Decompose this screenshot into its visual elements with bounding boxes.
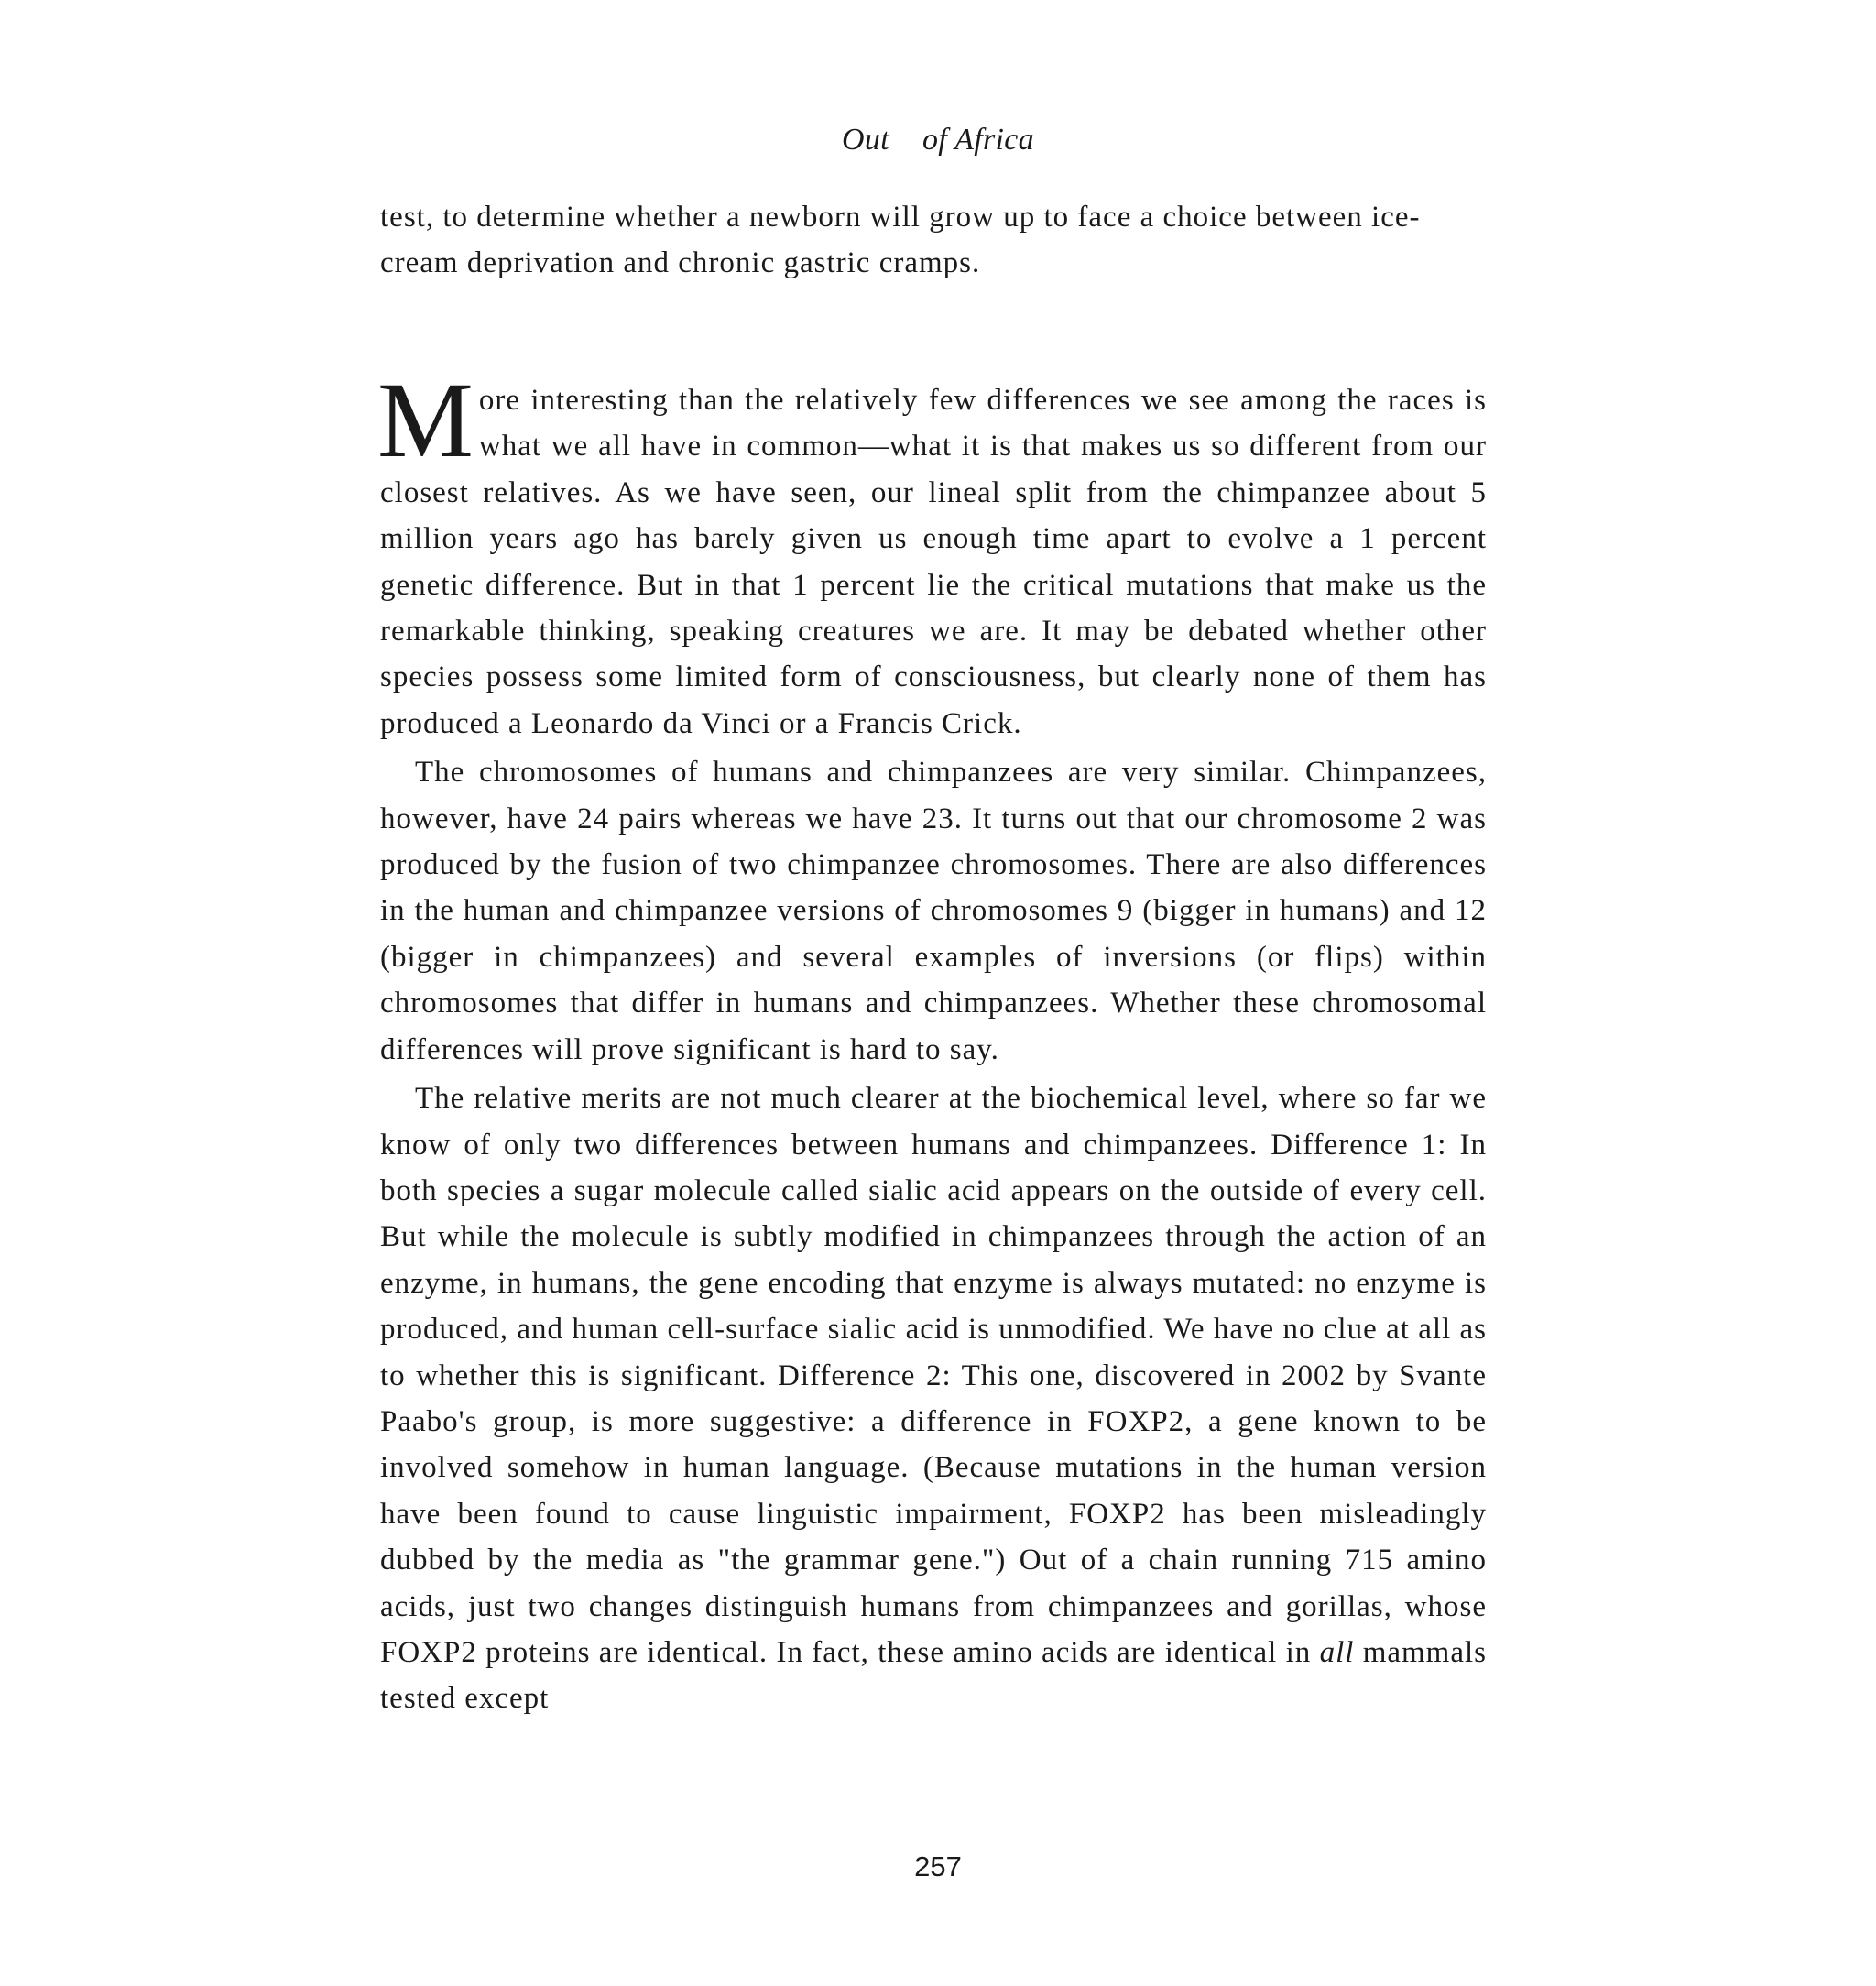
running-head-part2: of Africa [922,123,1034,157]
running-head-part1: Out [842,123,889,157]
paragraph-2: The chromosomes of humans and chimpanzees are very similar. Chimpanzees, however, have 24 pairs whereas we have 23. It turns out that our chromosome 2 was produced by the fusion of two chimpanzee chromosomes. There are also differences in the human and chimpanzee versions of chromosomes 9 (bigger in humans) and 12 (bigger in chimpanzees) and several examples of inversions (or flips) within chromosomes that differ in humans and chimpanzees. Whether these chromosomal differences will prove significant is hard to say. [380,756,1487,1066]
paragraph-3 [380,1075,1487,1722]
continuation-block [380,194,1487,287]
paragraph-3-text-a: The relative merits are not much clearer at the biochemical level, where so far we know of only two differences between humans and chimpanzees. Difference 1: In both species a sugar molecule called sialic acid appears on the outside of every cell. But while the molecule is subtly modified in chimpanzees through the action of an enzyme, in humans, the gene encoding that enzyme is always mutated: no enzyme is produced, and human cell-surface sialic acid is unmodified. We have no clue at all as to whether this is significant. Difference 2: This one, discovered in 2002 by Svante Paabo's group, is more suggestive: a difference in FOXP2, a gene known to be involved somehow in human language. (Because mutations in the human version have been found to cause linguistic impairment, FOXP2 has been misleadingly dubbed by the media as "the grammar gene.") Out of a chain running 715 amino acids, just two changes distinguish humans from chimpanzees and gorillas, whose FOXP2 proteins are identical. In fact, these amino acids are identical in [380,1082,1487,1669]
section-body [377,360,1487,1722]
running-head [0,117,1876,163]
drop-cap: M [377,360,474,480]
paragraph-3-italic: all [1319,1635,1355,1669]
paragraph-1-text: ore interesting than the relatively few differences we see among the races is what we all have in common—what it is that makes us so different from our closest relatives. As we have seen, our lineal split from the chimpanzee about 5 million years ago has barely given us enough time apart to evolve a 1 percent genetic difference. But in that 1 percent lie the critical mutations that make us the remarkable thinking, speaking creatures we are. It may be debated whether other species possess some limited form of consciousness, but clearly none of them has produced a Leonardo da Vinci or a Francis Crick. [380,384,1487,740]
continuation-paragraph: test, to determine whether a newborn will grow up to face a choice between ice-cream deprivation and chronic gastric cramps. [380,201,1421,280]
paragraph-1 [377,360,1487,747]
paragraph-3-text-b: mammals tested except [380,1635,1487,1716]
page-number: 257 [914,1850,962,1882]
